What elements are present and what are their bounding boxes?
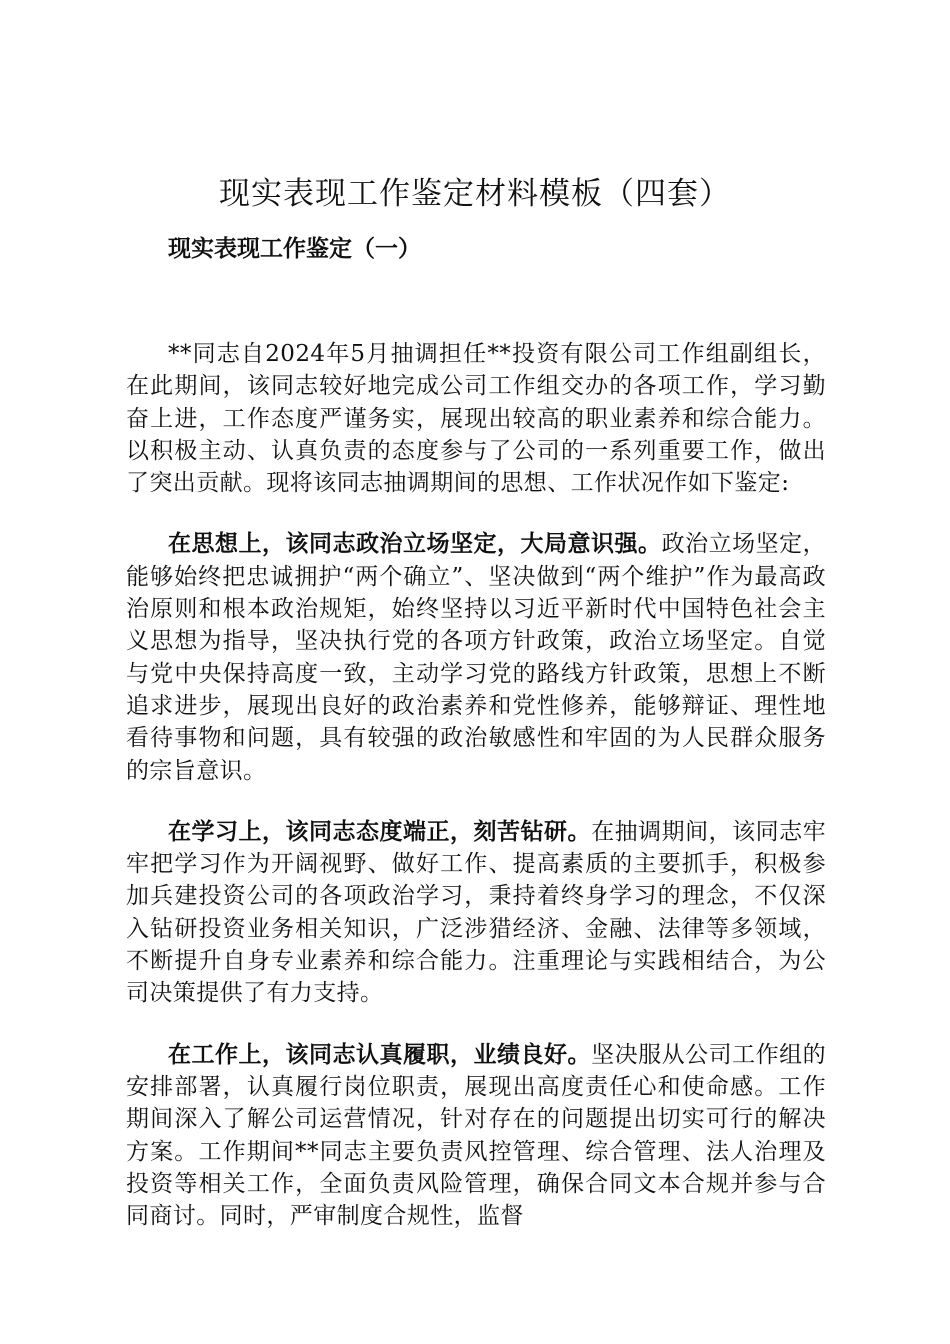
paragraph-text: 坚决服从公司工作组的安排部署，认真履行岗位职责，展现出高度责任心和使命感。工作期间深入了解公司运营情况，针对存在的问题提出切实可行的解决方案。工作期间**同志主要负责风控管理、综合管理、法人治理及投资等相关工作，全面负责风险管理，确保合同文本合规并参与合同商讨。同时，严审制度合规性，监督 — [126, 1041, 827, 1230]
paragraph-text: **同志自2024年5月抽调担任**投资有限公司工作组副组长，在此期间，该同志较好地完成公司工作组交办的各项工作，学习勤奋上进，工作态度严谨务实，展现出较高的职业素养和综合能力。以积极主动、认真负责的态度参与了公司的一系列重要工作，做出了突出贡献。现将该同志抽调期间的思想、工作状况作如下鉴定: — [126, 341, 826, 497]
paragraph-lead: 在工作上，该同志认真履职，业绩良好。 — [168, 1040, 592, 1068]
paragraph-text: 政治立场坚定，能够始终把忠诚拥护“两个确立”、坚决做到“两个维护”作为最高政治原则和根本政治规矩，始终坚持以习近平新时代中国特色社会主义思想为指导，坚决执行党的各项方针政策，政治立场坚定。自觉与党中央保持高度一致，主动学习党的路线方针政策，思想上不断追求进步，展现出良好的政治素养和党性修养，能够辩证、理性地看待事物和问题，具有较强的政治敏感性和牢固的为人民群众服务的宗旨意识。 — [126, 531, 826, 784]
paragraph-text: 在抽调期间，该同志牢牢把学习作为开阔视野、做好工作、提高素质的主要抓手，积极参加兵建投资公司的各项政治学习，秉持着终身学习的理念，不仅深入钻研投资业务相关知识，广泛涉猎经济、金融、法律等多领域，不断提升自身专业素养和综合能力。注重理论与实践相结合，为公司决策提供了有力支持。 — [126, 818, 827, 1007]
paragraph-ideology — [126, 528, 826, 786]
paragraph-work — [126, 1039, 826, 1233]
paragraph-lead: 在思想上，该同志政治立场坚定，大局意识强。 — [168, 530, 662, 558]
paragraph-intro — [126, 338, 826, 499]
section-heading: 现实表现工作鉴定（一） — [168, 235, 421, 262]
paragraph-lead: 在学习上，该同志态度端正，刻苦钻研。 — [168, 817, 592, 845]
paragraph-study — [126, 816, 826, 1010]
document-title: 现实表现工作鉴定材料模板（四套） — [219, 176, 731, 212]
document-body — [126, 338, 826, 1261]
